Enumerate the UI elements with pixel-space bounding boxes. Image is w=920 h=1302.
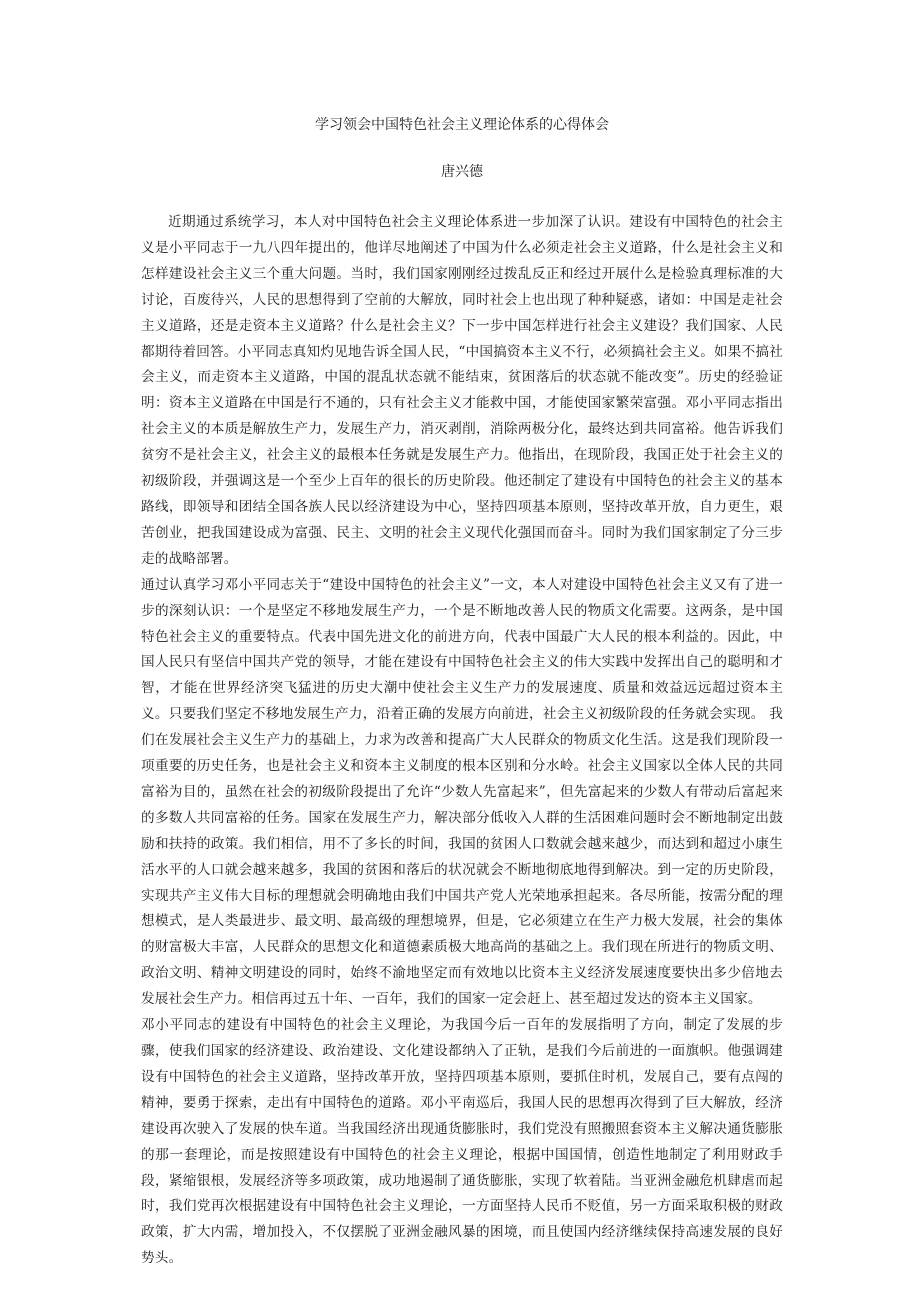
document-title: 学习领会中国特色社会主义理论体系的心得体会 — [315, 117, 609, 133]
body-paragraph-1: 近期通过系统学习，本人对中国特色社会主义理论体系进一步加深了认识。建设有中国特色的社会主义是小平同志于一九八四年提出的，他详尽地阐述了中国为什么必须走社会主义道路，什么是社会主义和怎样建设社会主义三个重大问题。当时，我们国家刚刚经过拨乱反正和经过开展什么是检验真理标准的大讨论，百废待兴，人民的思想得到了空前的大解放，同时社会上也出现了种种疑惑，诸如：中国是走社会主义道路，还是走资本主义道路？什么是社会主义？下一步中国怎样进行社会主义建设？我们国家、人民都期待着回答。小平同志真知灼见地告诉全国人民，“中国搞资本主义不行，必须搞社会主义。如果不搞社会主义，而走资本主义道路，中国的混乱状态就不能结束，贫困落后的状态就不能改变”。历史的经验证明：资本主义道路在中国是行不通的，只有社会主义才能救中国，才能使国家繁荣富强。邓小平同志指出社会主义的本质是解放生产力，发展生产力，消灭剥削，消除两极分化，最终达到共同富裕。他告诉我们贫穷不是社会主义，社会主义的最根本任务就是发展生产力。他指出，在现阶段，我国正处于社会主义的初级阶段，并强调这是一个至少上百年的很长的历史阶段。他还制定了建设有中国特色的社会主义的基本路线，即领导和团结全国各族人民以经济建设为中心，坚持四项基本原则，坚持改革开放，自力更生，艰苦创业，把我国建设成为富强、民主、文明的社会主义现代化强国而奋斗。同时为我们国家制定了分三步走的战略部署。 — [141, 214, 783, 567]
document-author: 唐兴德 — [441, 164, 483, 180]
document-body — [141, 210, 783, 1272]
body-paragraph-3: 邓小平同志的建设有中国特色的社会主义理论，为我国今后一百年的发展指明了方向，制定了发展的步骤，使我们国家的经济建设、政治建设、文化建设都纳入了正轨，是我们今后前进的一面旗帜。他强调建设有中国特色的社会主义道路，坚持改革开放，坚持四项基本原则，要抓住时机，发展自己，要有点闯的精神，要勇于探索，走出有中国特色的道路。邓小平南巡后，我国人民的思想再次得到了巨大解放，经济建设再次驶入了发展的快车道。当我国经济出现通货膨胀时，我们党没有照搬照套资本主义解决通货膨胀的那一套理论，而是按照建设有中国特色的社会主义理论，根据中国国情，创造性地制定了利用财政手段，紧缩银根，发展经济等多项政策，成功地遏制了通货膨胀，实现了软着陆。当亚洲金融危机肆虐而起时，我们党再次根据建设有中国特色社会主义理论，一方面坚持人民币不贬值，另一方面采取积极的财政政策，扩大内需，增加投入，不仅摆脱了亚洲金融风暴的困境，而且使国内经济继续保持高速发展的良好势头。 — [141, 1017, 783, 1267]
body-paragraph-2: 通过认真学习邓小平同志关于“建设中国特色的社会主义”一文，本人对建设中国特色社会主义又有了进一步的深刻认识：一个是坚定不移地发展生产力，一个是不断地改善人民的物质文化需要。这两条，是中国特色社会主义的重要特点。代表中国先进文化的前进方向，代表中国最广大人民的根本利益的。因此，中国人民只有坚信中国共产党的领导，才能在建设有中国特色社会主义的伟大实践中发挥出自己的聪明和才智，才能在世界经济突飞猛进的历史大潮中使社会主义生产力的发展速度、质量和效益远远超过资本主义。只要我们坚定不移地发展生产力，沿着正确的发展方向前进，社会主义初级阶段的任务就会实现。 我们在发展社会主义生产力的基础上，力求为改善和提高广大人民群众的物质文化生活。这是我们现阶段一项重要的历史任务，也是社会主义和资本主义制度的根本区别和分水岭。社会主义国家以全体人民的共同富裕为目的，虽然在社会的初级阶段提出了允许“少数人先富起来”，但先富起来的少数人有带动后富起来的多数人共同富裕的任务。国家在发展生产力，解决部分低收入人群的生活困难问题时会不断地制定出鼓励和扶持的政策。我们相信，用不了多长的时间，我国的贫困人口数就会越来越少，而达到和超过小康生活水平的人口就会越来越多，我国的贫困和落后的状况就会不断地彻底地得到解决。到一定的历史阶段，实现共产主义伟大目标的理想就会明确地由我们中国共产党人光荣地承担起来。各尽所能，按需分配的理想模式，是人类最进步、最文明、最高级的理想境界，但是，它必须建立在生产力极大发展，社会的集体的财富极大丰富，人民群众的思想文化和道德素质极大地高尚的基础之上。我们现在所进行的物质文明、政治文明、精神文明建设的同时，始终不渝地坚定而有效地以比资本主义经济发展速度要快出多少倍地去发展社会生产力。相信再过五十年、一百年，我们的国家一定会赶上、甚至超过发达的资本主义国家。 — [141, 576, 783, 1008]
